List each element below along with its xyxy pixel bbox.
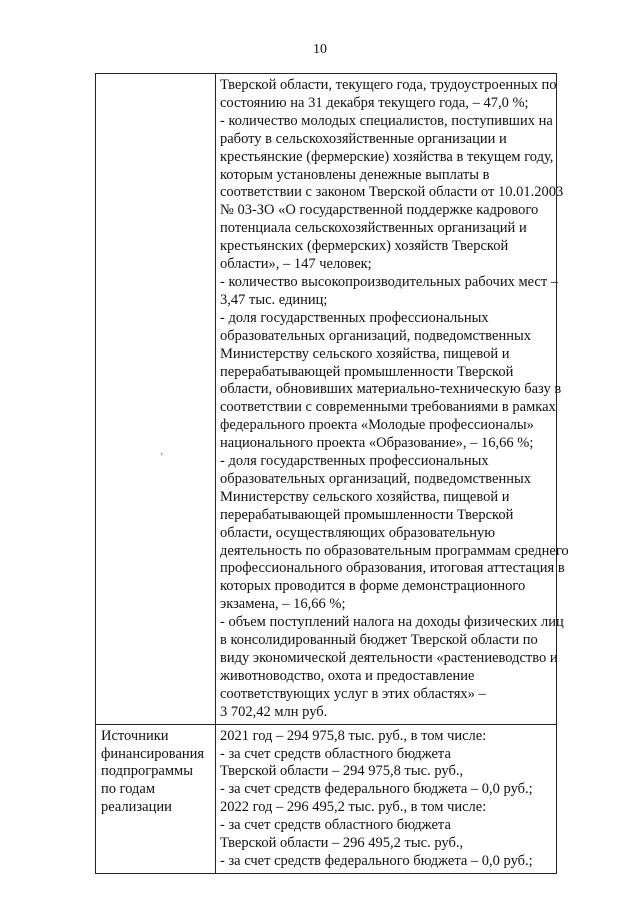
text-line: перерабатывающей промышленности Тверской	[220, 363, 514, 380]
text-line: - за счет средств областного бюджета	[220, 745, 451, 762]
text-line: Тверской области – 296 495,2 тыс. руб.,	[220, 835, 464, 852]
financing-label-cell	[96, 724, 216, 873]
text-line: деятельность по образовательным программам среднего	[220, 542, 569, 559]
text-line: Тверской области – 294 975,8 тыс. руб.,	[220, 763, 464, 780]
scan-mark: ’	[160, 452, 164, 463]
text-line: профессионального образования, итоговая аттестация в	[220, 560, 565, 577]
text-line: - количество высокопроизводительных рабочих мест –	[220, 273, 559, 290]
text-line: Министерству сельского хозяйства, пищевой и	[220, 345, 510, 362]
text-line: животноводство, охота и предоставление	[220, 667, 475, 684]
label-line: финансирования	[101, 745, 205, 762]
text-line: - количество молодых специалистов, поступивших на	[220, 112, 553, 129]
text-line: области, осуществляющих образовательную	[220, 524, 496, 541]
text-line: работу в сельскохозяйственные организации и	[220, 130, 507, 147]
label-line: Источники	[101, 727, 169, 744]
text-line: которым установлены денежные выплаты в	[220, 166, 490, 183]
text-line: которых проводится в форме демонстрационного	[220, 578, 526, 595]
indicators-label-cell	[96, 74, 216, 725]
text-line: виду экономической деятельности «растениеводство и	[220, 650, 558, 666]
text-line: 3 702,42 млн руб.	[220, 703, 328, 720]
text-line: образовательных организаций, подведомственных	[220, 327, 531, 344]
text-line: - за счет средств федерального бюджета – 0,0 руб.;	[220, 852, 533, 869]
text-line: 2022 год – 296 495,2 тыс. руб., в том числе:	[220, 799, 487, 816]
text-line: - за счет средств федерального бюджета – 0,0 руб.;	[220, 781, 533, 798]
text-line: крестьянские (фермерские) хозяйства в текущем году,	[220, 148, 554, 165]
label-line: подпрограммы	[101, 763, 193, 780]
text-line: состоянию на 31 декабря текущего года, – 47,0 %;	[220, 94, 529, 111]
text-line: - за счет средств областного бюджета	[220, 817, 451, 834]
text-line: соответствующих услуг в этих областях» –	[220, 685, 486, 702]
text-line: - объем поступлений налога на доходы физических лиц	[220, 614, 564, 631]
text-line: образовательных организаций, подведомственных	[220, 470, 531, 487]
text-line: - доля государственных профессиональных	[220, 453, 489, 470]
indicators-text-cell	[216, 74, 569, 725]
text-line: перерабатывающей промышленности Тверской	[220, 506, 514, 523]
page-number: 10	[313, 42, 327, 57]
text-line: в консолидированный бюджет Тверской области по	[220, 632, 538, 649]
table-row-financing	[96, 724, 557, 873]
text-line: федерального проекта «Молодые профессионалы»	[220, 417, 534, 434]
text-line: Министерству сельского хозяйства, пищевой и	[220, 488, 510, 505]
text-line: Тверской области, текущего года, трудоустроенных по	[220, 77, 557, 93]
text-line: соответствии с законом Тверской области от 10.01.2003	[220, 184, 564, 201]
text-line: области, обновивших материально-техническую базу в	[220, 381, 562, 398]
text-line: 3,47 тыс. единиц;	[220, 291, 328, 308]
text-line: - доля государственных профессиональных	[220, 309, 489, 326]
table-row-indicators	[96, 74, 557, 725]
label-line: реализации	[101, 799, 172, 816]
text-line: области», – 147 человек;	[220, 256, 372, 273]
financing-text-cell	[216, 724, 557, 873]
text-line: крестьянских (фермерских) хозяйств Тверской	[220, 238, 509, 255]
text-line: национального проекта «Образование», – 16,66 %;	[220, 435, 534, 452]
text-line: потенциала сельскохозяйственных организаций и	[220, 220, 527, 237]
label-line: по годам	[101, 781, 156, 798]
text-line: № 03-ЗО «О государственной поддержке кадрового	[220, 202, 539, 219]
text-line: соответствии с современными требованиями в рамках	[220, 399, 556, 416]
text-line: экзамена, – 16,66 %;	[220, 596, 346, 613]
program-table	[95, 73, 569, 874]
text-line: 2021 год – 294 975,8 тыс. руб., в том числе:	[220, 727, 487, 744]
